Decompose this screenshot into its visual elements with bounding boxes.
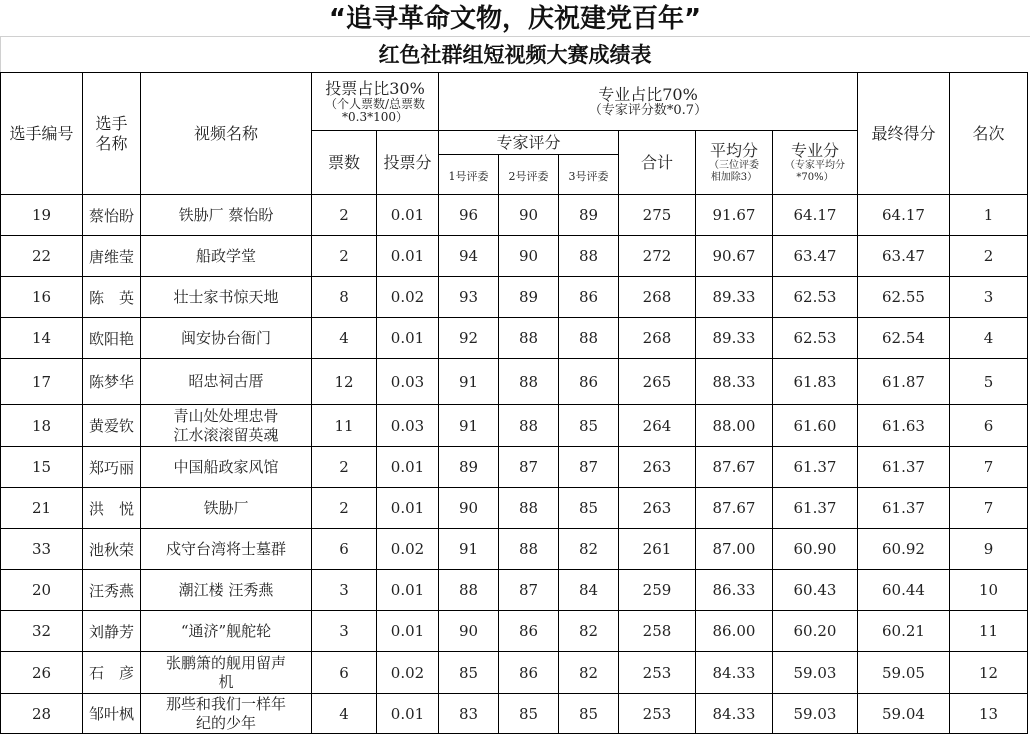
table-row [1, 529, 1028, 570]
cell-video: 壮士家书惊天地 [141, 277, 312, 318]
cell-vote-score: 0.01 [377, 236, 439, 277]
cell-pro-score: 62.53 [773, 277, 858, 318]
table-row [1, 318, 1028, 359]
cell-vote-score: 0.01 [377, 488, 439, 529]
cell-judge-2: 88 [499, 359, 559, 405]
header-judge-2: 2号评委 [499, 155, 559, 195]
cell-no: 20 [1, 570, 83, 611]
header-expert-score: 专家评分 [439, 131, 619, 155]
cell-votes: 4 [312, 694, 377, 734]
table-row [1, 652, 1028, 694]
header-player-no: 选手编号 [1, 73, 83, 195]
cell-judge-3: 85 [559, 694, 619, 734]
cell-average: 86.00 [696, 611, 773, 652]
cell-judge-3: 82 [559, 611, 619, 652]
cell-votes: 6 [312, 652, 377, 694]
cell-pro-score: 62.53 [773, 318, 858, 359]
header-vote-score: 投票分 [377, 131, 439, 195]
cell-final-score: 63.47 [858, 236, 950, 277]
cell-name: 邹叶枫 [83, 694, 141, 734]
cell-video: 船政学堂 [141, 236, 312, 277]
cell-video: 昭忠祠古厝 [141, 359, 312, 405]
cell-no: 26 [1, 652, 83, 694]
cell-name: 池秋荣 [83, 529, 141, 570]
video-line-1: 青山处处埋忠骨 [173, 406, 279, 425]
cell-pro-score: 61.83 [773, 359, 858, 405]
cell-no: 22 [1, 236, 83, 277]
video-line-1: 那些和我们一样年 [165, 694, 286, 713]
cell-judge-1: 90 [439, 488, 499, 529]
cell-video [141, 405, 312, 447]
cell-no: 28 [1, 694, 83, 734]
cell-rank: 9 [950, 529, 1028, 570]
cell-votes: 3 [312, 570, 377, 611]
cell-no: 15 [1, 447, 83, 488]
cell-rank: 3 [950, 277, 1028, 318]
cell-no: 17 [1, 359, 83, 405]
header-average: 平均分 （三位评委 相加除3） [696, 131, 773, 195]
cell-video: 中国船政家风馆 [141, 447, 312, 488]
cell-average: 89.33 [696, 277, 773, 318]
table-row [1, 277, 1028, 318]
cell-final-score: 61.37 [858, 488, 950, 529]
cell-judge-2: 86 [499, 611, 559, 652]
cell-judge-3: 88 [559, 236, 619, 277]
cell-pro-score: 59.03 [773, 694, 858, 734]
cell-average: 91.67 [696, 195, 773, 236]
cell-total: 258 [619, 611, 696, 652]
table-row [1, 694, 1028, 734]
cell-vote-score: 0.01 [377, 694, 439, 734]
cell-final-score: 62.54 [858, 318, 950, 359]
cell-judge-1: 85 [439, 652, 499, 694]
cell-judge-1: 91 [439, 529, 499, 570]
cell-judge-1: 83 [439, 694, 499, 734]
table-row [1, 447, 1028, 488]
cell-no: 18 [1, 405, 83, 447]
cell-votes: 2 [312, 447, 377, 488]
header-pro-score: 专业分 （专家平均分 *70%） [773, 131, 858, 195]
cell-total: 259 [619, 570, 696, 611]
header-player-name: 选手名称 [83, 73, 141, 195]
cell-total: 253 [619, 694, 696, 734]
cell-judge-1: 91 [439, 405, 499, 447]
cell-pro-score: 61.37 [773, 447, 858, 488]
cell-judge-3: 88 [559, 318, 619, 359]
cell-average: 84.33 [696, 652, 773, 694]
table-row [1, 236, 1028, 277]
cell-judge-2: 88 [499, 529, 559, 570]
cell-average: 88.00 [696, 405, 773, 447]
cell-total: 268 [619, 318, 696, 359]
cell-average: 88.33 [696, 359, 773, 405]
cell-judge-1: 88 [439, 570, 499, 611]
cell-video: 潮江楼 汪秀燕 [141, 570, 312, 611]
cell-final-score: 64.17 [858, 195, 950, 236]
header-final-score: 最终得分 [858, 73, 950, 195]
cell-rank: 6 [950, 405, 1028, 447]
cell-rank: 5 [950, 359, 1028, 405]
cell-rank: 11 [950, 611, 1028, 652]
cell-average: 84.33 [696, 694, 773, 734]
cell-pro-score: 60.20 [773, 611, 858, 652]
table-row [1, 488, 1028, 529]
cell-votes: 3 [312, 611, 377, 652]
cell-vote-score: 0.01 [377, 570, 439, 611]
cell-vote-score: 0.02 [377, 277, 439, 318]
cell-judge-3: 82 [559, 529, 619, 570]
cell-final-score: 60.21 [858, 611, 950, 652]
cell-final-score: 60.44 [858, 570, 950, 611]
cell-average: 86.33 [696, 570, 773, 611]
header-pro-group: 专业占比70% （专家评分数*0.7） [439, 73, 858, 131]
cell-final-score: 62.55 [858, 277, 950, 318]
cell-rank: 1 [950, 195, 1028, 236]
cell-votes: 6 [312, 529, 377, 570]
cell-total: 261 [619, 529, 696, 570]
video-line-1: 张鹏箫的舰用留声 [165, 653, 286, 672]
cell-video: 铁胁厂 蔡怡盼 [141, 195, 312, 236]
cell-total: 263 [619, 447, 696, 488]
cell-votes: 11 [312, 405, 377, 447]
cell-average: 90.67 [696, 236, 773, 277]
cell-average: 87.67 [696, 488, 773, 529]
cell-no: 32 [1, 611, 83, 652]
cell-rank: 7 [950, 488, 1028, 529]
cell-vote-score: 0.01 [377, 195, 439, 236]
page-title: “追寻革命文物，庆祝建党百年” [328, 4, 702, 34]
cell-rank: 10 [950, 570, 1028, 611]
cell-vote-score: 0.01 [377, 318, 439, 359]
cell-judge-2: 89 [499, 277, 559, 318]
cell-video: 闽安协台衙门 [141, 318, 312, 359]
cell-name: 唐维莹 [83, 236, 141, 277]
cell-no: 33 [1, 529, 83, 570]
cell-judge-3: 89 [559, 195, 619, 236]
cell-pro-score: 61.37 [773, 488, 858, 529]
cell-total: 264 [619, 405, 696, 447]
cell-judge-2: 85 [499, 694, 559, 734]
cell-no: 21 [1, 488, 83, 529]
cell-judge-3: 82 [559, 652, 619, 694]
cell-no: 16 [1, 277, 83, 318]
cell-rank: 2 [950, 236, 1028, 277]
table-row [1, 570, 1028, 611]
header-row [1, 73, 1028, 131]
cell-final-score: 59.05 [858, 652, 950, 694]
cell-vote-score: 0.01 [377, 447, 439, 488]
cell-video: “通济”舰舵轮 [141, 611, 312, 652]
cell-no: 14 [1, 318, 83, 359]
cell-judge-1: 94 [439, 236, 499, 277]
cell-judge-3: 85 [559, 488, 619, 529]
header-vote-group: 投票占比30% （个人票数/总票数 *0.3*100） [312, 73, 439, 131]
header-judge-3: 3号评委 [559, 155, 619, 195]
cell-total: 268 [619, 277, 696, 318]
cell-name: 陈梦华 [83, 359, 141, 405]
cell-judge-1: 90 [439, 611, 499, 652]
cell-judge-2: 88 [499, 488, 559, 529]
cell-average: 89.33 [696, 318, 773, 359]
header-total: 合计 [619, 131, 696, 195]
cell-name: 洪 悦 [83, 488, 141, 529]
cell-judge-1: 89 [439, 447, 499, 488]
header-rank: 名次 [950, 73, 1028, 195]
cell-votes: 8 [312, 277, 377, 318]
cell-rank: 7 [950, 447, 1028, 488]
cell-votes: 2 [312, 195, 377, 236]
cell-pro-score: 60.43 [773, 570, 858, 611]
cell-final-score: 60.92 [858, 529, 950, 570]
cell-pro-score: 60.90 [773, 529, 858, 570]
cell-judge-2: 87 [499, 570, 559, 611]
cell-votes: 4 [312, 318, 377, 359]
cell-name: 陈 英 [83, 277, 141, 318]
cell-judge-1: 91 [439, 359, 499, 405]
cell-name: 汪秀燕 [83, 570, 141, 611]
cell-votes: 12 [312, 359, 377, 405]
cell-judge-2: 90 [499, 195, 559, 236]
cell-final-score: 61.63 [858, 405, 950, 447]
cell-name: 郑巧丽 [83, 447, 141, 488]
video-line-2: 纪的少年 [195, 713, 256, 732]
header-video-name: 视频名称 [141, 73, 312, 195]
cell-vote-score: 0.03 [377, 359, 439, 405]
cell-judge-3: 84 [559, 570, 619, 611]
page-subtitle: 红色社群组短视频大赛成绩表 [378, 43, 652, 67]
cell-judge-1: 96 [439, 195, 499, 236]
cell-video [141, 652, 312, 694]
cell-final-score: 61.87 [858, 359, 950, 405]
cell-total: 275 [619, 195, 696, 236]
cell-votes: 2 [312, 236, 377, 277]
header-vote-count: 票数 [312, 131, 377, 195]
cell-pro-score: 61.60 [773, 405, 858, 447]
video-line-2: 江水滚滚留英魂 [173, 425, 279, 444]
table-row [1, 405, 1028, 447]
cell-judge-3: 86 [559, 277, 619, 318]
cell-judge-2: 86 [499, 652, 559, 694]
cell-judge-2: 88 [499, 405, 559, 447]
video-line-2: 机 [218, 672, 234, 691]
cell-judge-2: 87 [499, 447, 559, 488]
cell-rank: 12 [950, 652, 1028, 694]
score-table [0, 72, 1028, 734]
cell-judge-2: 88 [499, 318, 559, 359]
cell-judge-1: 93 [439, 277, 499, 318]
cell-judge-3: 86 [559, 359, 619, 405]
cell-name: 刘静芳 [83, 611, 141, 652]
cell-total: 263 [619, 488, 696, 529]
cell-name: 蔡怡盼 [83, 195, 141, 236]
cell-judge-1: 92 [439, 318, 499, 359]
header-judge-1: 1号评委 [439, 155, 499, 195]
cell-pro-score: 63.47 [773, 236, 858, 277]
cell-no: 19 [1, 195, 83, 236]
cell-average: 87.67 [696, 447, 773, 488]
cell-name: 石 彦 [83, 652, 141, 694]
cell-total: 253 [619, 652, 696, 694]
cell-vote-score: 0.02 [377, 529, 439, 570]
cell-total: 265 [619, 359, 696, 405]
cell-vote-score: 0.01 [377, 611, 439, 652]
cell-video: 铁胁厂 [141, 488, 312, 529]
table-row [1, 611, 1028, 652]
cell-rank: 4 [950, 318, 1028, 359]
cell-video: 戍守台湾将士墓群 [141, 529, 312, 570]
cell-pro-score: 64.17 [773, 195, 858, 236]
cell-total: 272 [619, 236, 696, 277]
cell-votes: 2 [312, 488, 377, 529]
cell-vote-score: 0.03 [377, 405, 439, 447]
cell-final-score: 59.04 [858, 694, 950, 734]
cell-final-score: 61.37 [858, 447, 950, 488]
cell-video [141, 694, 312, 734]
cell-name: 欧阳艳 [83, 318, 141, 359]
cell-pro-score: 59.03 [773, 652, 858, 694]
table-row [1, 359, 1028, 405]
cell-vote-score: 0.02 [377, 652, 439, 694]
cell-rank: 13 [950, 694, 1028, 734]
table-row [1, 195, 1028, 236]
cell-judge-2: 90 [499, 236, 559, 277]
cell-judge-3: 87 [559, 447, 619, 488]
cell-average: 87.00 [696, 529, 773, 570]
cell-name: 黄爱钦 [83, 405, 141, 447]
cell-judge-3: 85 [559, 405, 619, 447]
